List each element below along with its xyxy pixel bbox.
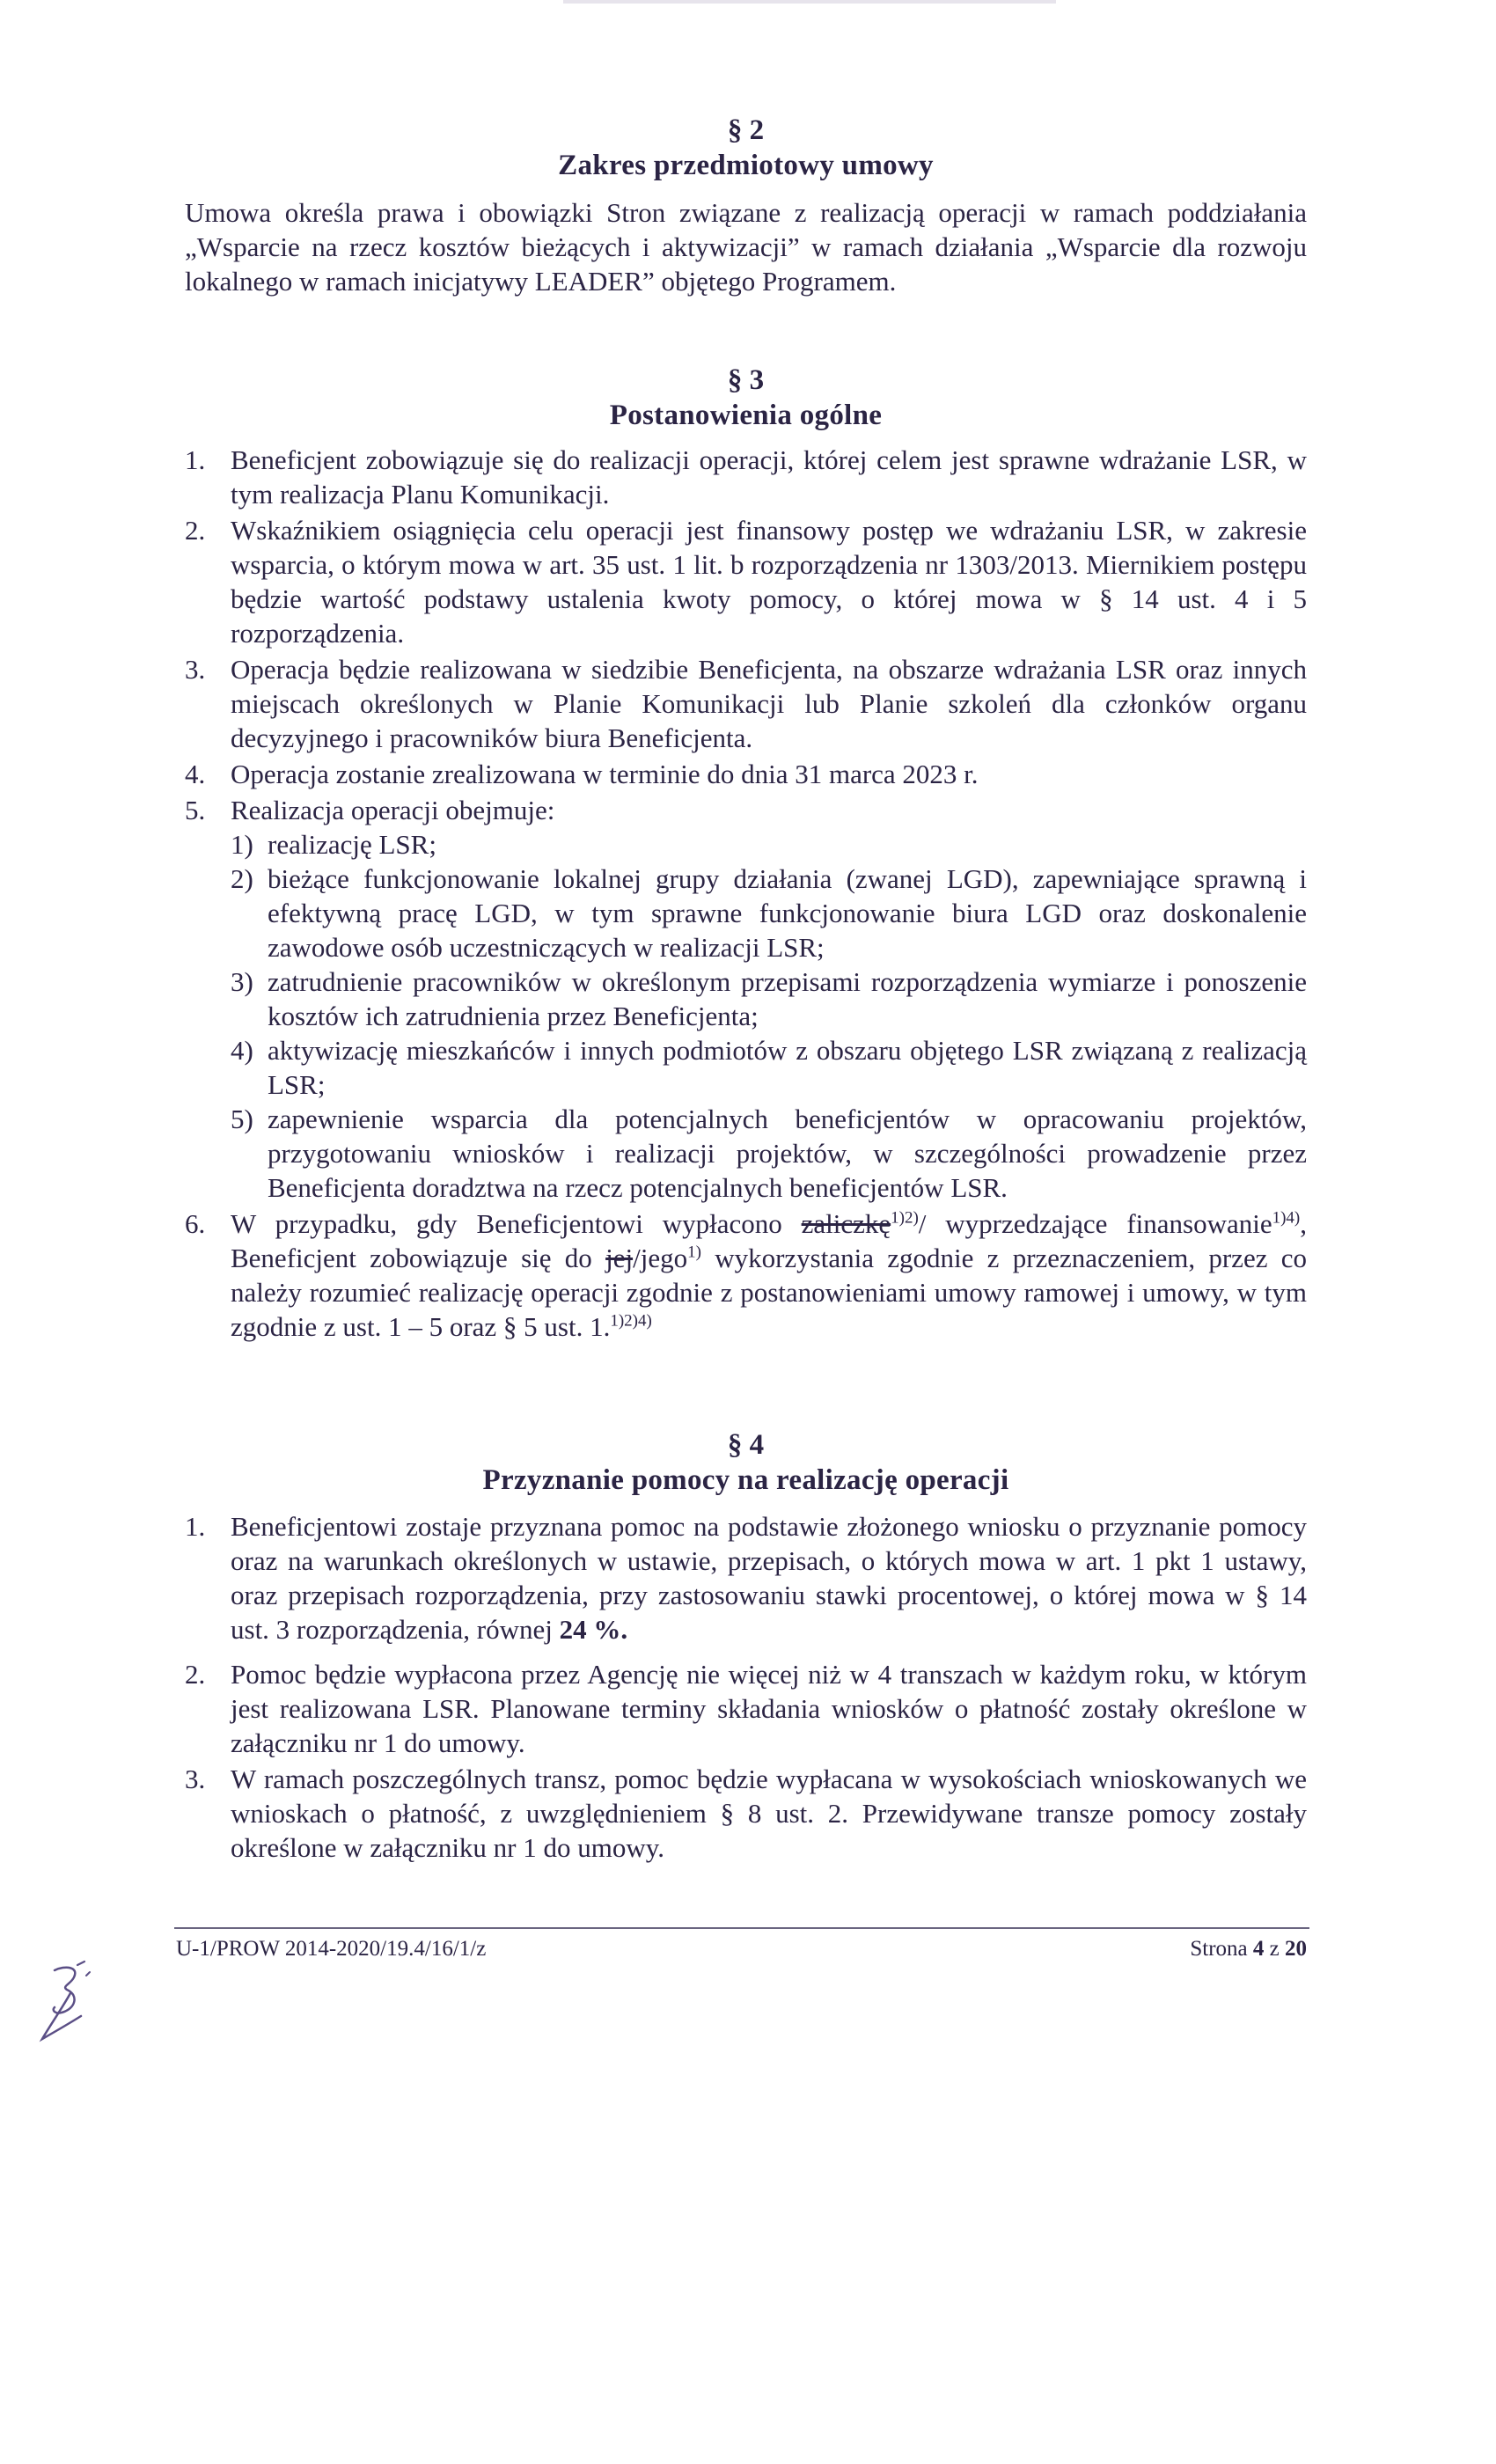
section-4-heading — [185, 1427, 1307, 1498]
section-2-number: § 2 — [727, 114, 765, 146]
sub-item-number: 1) — [231, 829, 253, 860]
section-3-number: § 3 — [727, 364, 765, 396]
section-2-heading — [185, 113, 1307, 183]
item-number: 2. — [185, 1659, 206, 1690]
item-number: 6. — [185, 1208, 206, 1239]
list-item — [185, 793, 1307, 1205]
item-text: W ramach poszczególnych transz, pomoc będzie wypłacana w wysokościach wnioskowanych we wnioskach o płatność, z uwzględnieniem § 8 ust. 2. Przewidywane transze pomocy zostały określone w załączniku nr 1 do umowy. — [231, 1764, 1307, 1863]
list-item — [185, 757, 1307, 791]
footnote-ref: 1)4) — [1272, 1208, 1301, 1228]
footnote-ref: 1) — [687, 1243, 701, 1262]
footer-divider — [174, 1927, 1309, 1929]
item-number: 3. — [185, 1764, 206, 1794]
item-number: 1. — [185, 444, 206, 475]
section-4-list — [185, 1509, 1307, 1866]
list-item — [185, 652, 1307, 755]
rate-value: 24 %. — [559, 1614, 628, 1645]
item-text: Realizacja operacji obejmuje: — [231, 795, 555, 825]
list-item — [185, 1509, 1307, 1646]
sub-item-number: 2) — [231, 863, 253, 894]
item-text-part: / wyprzedzające finansowanie — [918, 1208, 1272, 1239]
item-text-part: W przypadku, gdy Beneficjentowi wypłacono — [231, 1208, 802, 1239]
item-text-part: wykorzystania zgodnie z przeznaczeniem, przez co należy rozumieć realizację operacji zgodnie z postanowieniami umowy ramowej i umowy, w tym zgodnie z ust. 1 – 5 oraz § 5 ust. 1. — [231, 1243, 1308, 1342]
item-text: Pomoc będzie wypłacona przez Agencję nie więcej niż w 4 transzach w każdym roku, w którym jest realizowana LSR. Planowane terminy składania wniosków o płatność zostały określone w załączniku nr 1 do umowy. — [231, 1659, 1307, 1758]
item-number: 2. — [185, 515, 206, 546]
section-2-title: Zakres przedmiotowy umowy — [558, 150, 934, 181]
page-total: 20 — [1285, 1937, 1307, 1961]
section-3-list — [185, 443, 1307, 1346]
list-item — [185, 513, 1307, 650]
sub-item-number: 5) — [231, 1104, 253, 1134]
list-item — [185, 443, 1307, 511]
list-item — [185, 1657, 1307, 1760]
section-4-number: § 4 — [727, 1429, 765, 1461]
page-current: 4 — [1252, 1937, 1265, 1961]
item-text-part: /jego — [633, 1243, 688, 1273]
section-4-title: Przyznanie pomocy na realizację operacji — [482, 1464, 1009, 1496]
sub-item-number: 4) — [231, 1035, 253, 1066]
footer-page-number — [1190, 1936, 1307, 1962]
section-3-title: Postanowienia ogólne — [609, 400, 883, 431]
item-number: 5. — [185, 795, 206, 825]
sub-item-text: zatrudnienie pracowników w określonym przepisami rozporządzenia wymiarze i ponoszenie kosztów ich zatrudnienia przez Beneficjenta; — [268, 966, 1307, 1031]
sub-list-item — [231, 827, 1307, 862]
page-separator: z — [1264, 1937, 1285, 1961]
page-prefix: Strona — [1190, 1937, 1253, 1961]
item-number: 4. — [185, 759, 206, 789]
struck-text: jej — [605, 1243, 634, 1273]
handwritten-signature — [35, 1958, 106, 2046]
footnote-ref: 1)2)4) — [610, 1311, 652, 1331]
sub-list-item — [231, 964, 1307, 1033]
sub-list-item — [231, 1102, 1307, 1205]
sub-item-text: realizację LSR; — [268, 829, 436, 860]
sub-list-item — [231, 1033, 1307, 1102]
sub-item-number: 3) — [231, 966, 253, 997]
item-text: Wskaźnikiem osiągnięcia celu operacji jest finansowy postęp we wdrażaniu LSR, w zakresie wsparcia, o którym mowa w art. 35 ust. 1 lit. b rozporządzenia nr 1303/2013. Miernikiem postępu będzie wartość podstawy ustalenia kwoty pomocy, o której mowa w § 14 ust. 4 i 5 rozporządzenia. — [231, 515, 1307, 649]
struck-text: zaliczkę — [801, 1208, 891, 1239]
item-number: 1. — [185, 1511, 206, 1542]
item-text: Beneficjentowi zostaje przyznana pomoc na podstawie złożonego wniosku o przyznanie pomocy oraz na warunkach określonych w ustawie, przepisach, o których mowa w art. 1 pkt 1 ustawy, oraz przepisach rozporządzenia, przy zastosowaniu stawki procentowej, o której mowa w § 14 ust. 3 rozporządzenia, równej — [231, 1511, 1307, 1645]
section-3-heading — [185, 363, 1307, 433]
sub-item-text: bieżące funkcjonowanie lokalnej grupy działania (zwanej LGD), zapewniające sprawną i efektywną pracę LGD, w tym sprawne funkcjonowanie biura LGD oraz doskonalenie zawodowe osób uczestniczących w realizacji LSR; — [268, 863, 1307, 963]
sub-list — [231, 827, 1307, 1205]
list-item — [185, 1206, 1307, 1344]
sub-item-text: aktywizację mieszkańców i innych podmiotów z obszaru objętego LSR związaną z realizacją LSR; — [268, 1035, 1307, 1100]
footnote-ref: 1)2) — [891, 1208, 919, 1228]
scan-edge-mark — [563, 0, 1056, 4]
item-text: Operacja zostanie zrealizowana w terminie do dnia 31 marca 2023 r. — [231, 759, 979, 789]
sub-item-text: zapewnienie wsparcia dla potencjalnych beneficjentów w opracowaniu projektów, przygotowaniu wniosków i realizacji projektów, w szczególności prowadzenie przez Beneficjenta doradztwa na rzecz potencjalnych beneficjentów LSR. — [268, 1104, 1307, 1203]
item-text-part: , Beneficjent zobowiązuje się do — [231, 1208, 1307, 1273]
footer-document-code: U-1/PROW 2014-2020/19.4/16/1/z — [176, 1937, 487, 1961]
item-number: 3. — [185, 654, 206, 685]
item-text: Beneficjent zobowiązuje się do realizacji operacji, której celem jest sprawne wdrażanie LSR, w tym realizacja Planu Komunikacji. — [231, 444, 1307, 510]
item-text: Operacja będzie realizowana w siedzibie Beneficjenta, na obszarze wdrażania LSR oraz innych miejscach określonych w Planie Komunikacji lub Planie szkoleń dla członków organu decyzyjnego i pracowników biura Beneficjenta. — [231, 654, 1307, 753]
list-item — [185, 1762, 1307, 1865]
sub-list-item — [231, 862, 1307, 964]
section-2-text: Umowa określa prawa i obowiązki Stron związane z realizacją operacji w ramach poddziałania „Wsparcie na rzecz kosztów bieżących i aktywizacji” w ramach działania „Wsparcie dla rozwoju lokalnego w ramach inicjatywy LEADER” objętego Programem. — [185, 197, 1307, 297]
